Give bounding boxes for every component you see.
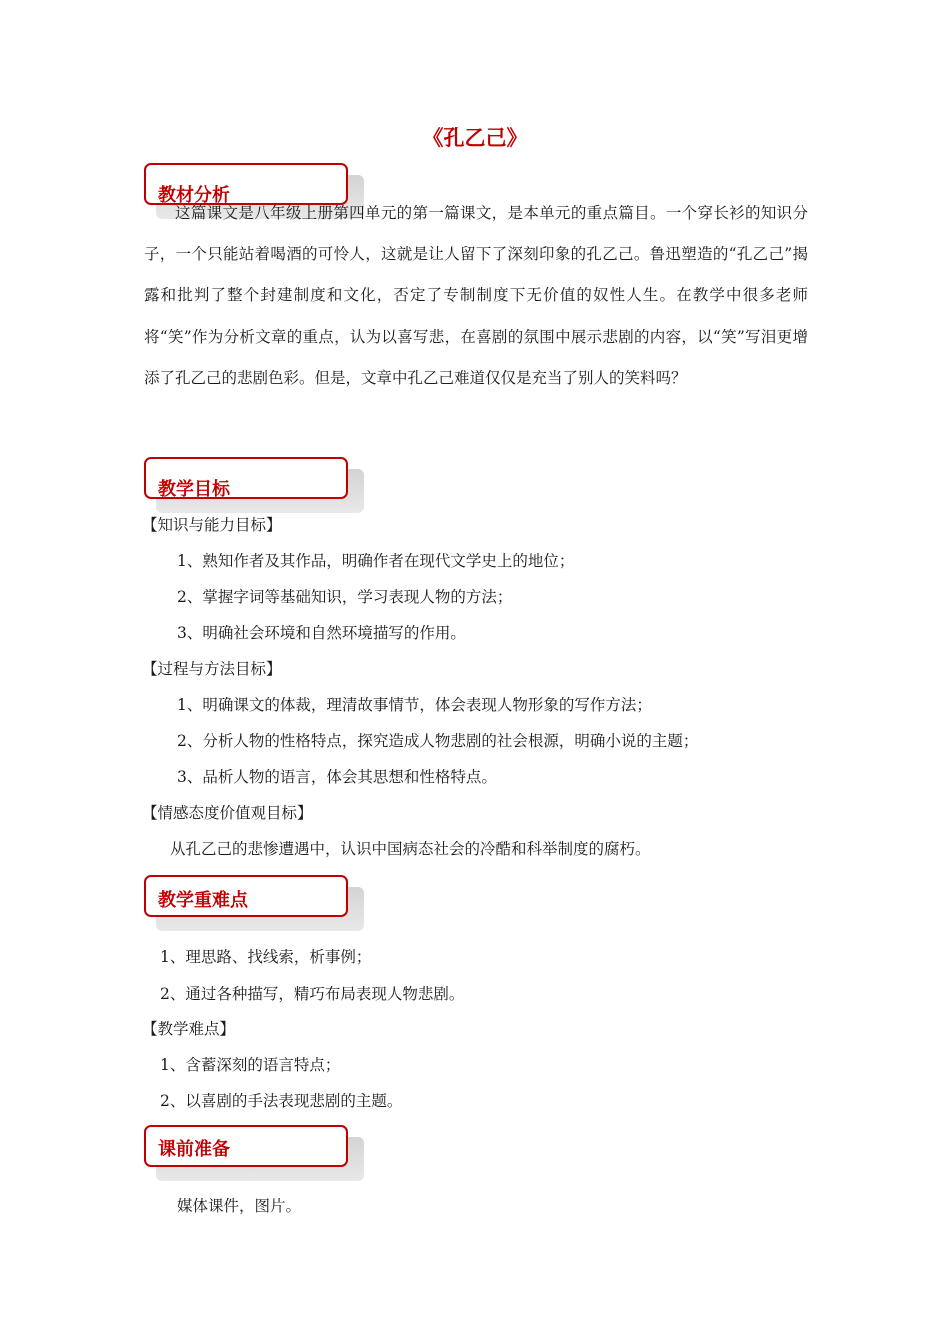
section-heading-label: 课前准备 xyxy=(158,1139,230,1160)
difficulty-label: 【教学难点】 xyxy=(142,1020,236,1038)
process-goal-label: 【过程与方法目标】 xyxy=(142,660,282,678)
section-heading-label: 教学目标 xyxy=(158,479,230,500)
knowledge-goal-item: 1、熟知作者及其作品，明确作者在现代文学史上的地位； xyxy=(177,552,575,570)
knowledge-goal-label: 【知识与能力目标】 xyxy=(142,516,282,534)
analysis-paragraph: 这篇课文是八年级上册第四单元的第一篇课文，是本单元的重点篇目。一个穿长衫的知识分子，一个只能站着喝酒的可怜人，这就是让人留下了深刻印象的孔乙己。鲁迅塑造的“孔乙己”揭露和批判了整个封建制度和文化，否定了专制制度下无价值的奴性人生。在教学中很多老师将“笑”作为分析文章的重点，认为以喜写悲，在喜剧的氛围中展示悲剧的内容，以“笑”写泪更增添了孔乙己的悲剧色彩。但是，文章中孔乙己难道仅仅是充当了别人的笑料吗？ xyxy=(144,204,808,387)
process-goal-item: 2、分析人物的性格特点，探究造成人物悲剧的社会根源，明确小说的主题； xyxy=(177,732,699,750)
section-heading-label: 教学重难点 xyxy=(158,890,248,911)
focus-item: 1、理思路、找线索，析事例； xyxy=(160,948,372,966)
document-title: 《孔乙己》 xyxy=(422,125,528,150)
difficulty-item: 2、以喜剧的手法表现悲剧的主题。 xyxy=(160,1092,403,1110)
section-heading-preparation xyxy=(144,1125,364,1183)
process-goal-item: 1、明确课文的体裁，理清故事情节，体会表现人物形象的写作方法； xyxy=(177,696,652,714)
process-goal-item: 3、品析人物的语言，体会其思想和性格特点。 xyxy=(177,768,497,786)
knowledge-goal-item: 2、掌握字词等基础知识，学习表现人物的方法； xyxy=(177,588,513,606)
section-heading-key-points xyxy=(144,875,364,933)
preparation-text: 媒体课件，图片。 xyxy=(177,1197,302,1215)
section-heading-objectives xyxy=(144,457,364,515)
focus-item: 2、通过各种描写，精巧布局表现人物悲剧。 xyxy=(160,985,465,1003)
emotion-goal-text: 从孔乙己的悲惨遭遇中，认识中国病态社会的冷酷和科举制度的腐朽。 xyxy=(170,840,651,858)
emotion-goal-label: 【情感态度价值观目标】 xyxy=(142,804,313,822)
difficulty-item: 1、含蓄深刻的语言特点； xyxy=(160,1056,341,1074)
section-heading-label: 教材分析 xyxy=(158,185,230,206)
knowledge-goal-item: 3、明确社会环境和自然环境描写的作用。 xyxy=(177,624,466,642)
